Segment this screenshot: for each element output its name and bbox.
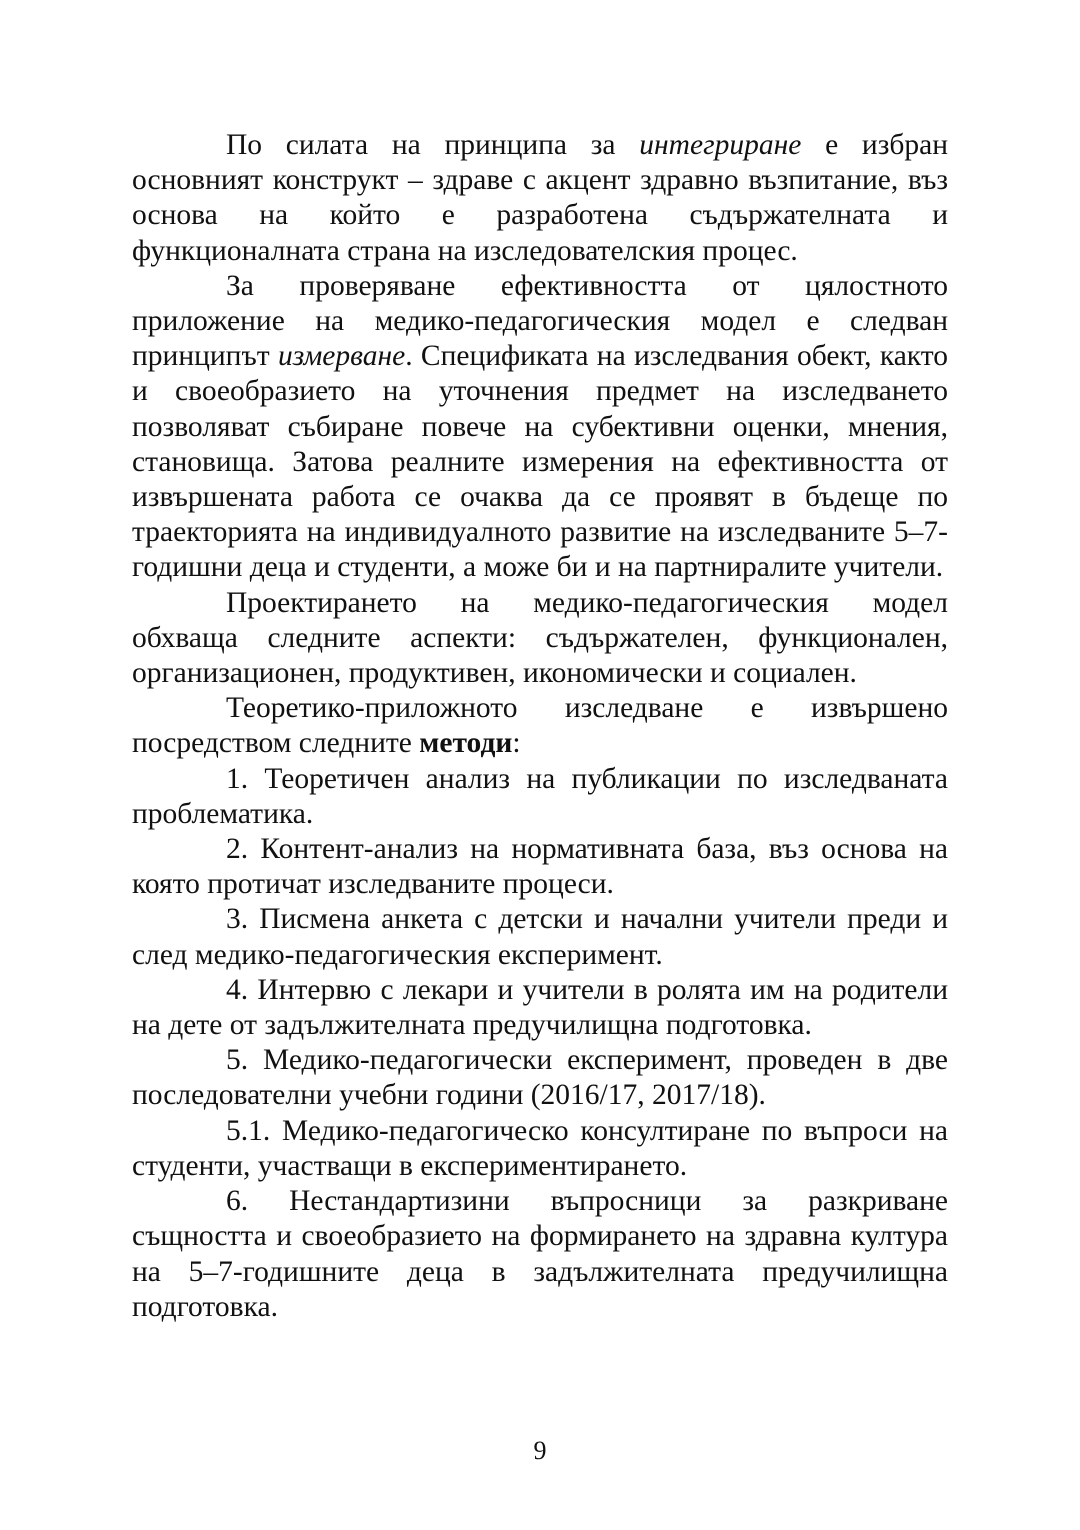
method-item: 4. Интервю с лекари и учители в ролята им на родители на дете от задължителната предучилищна подготовка. xyxy=(132,973,948,1042)
page-body xyxy=(132,128,948,1325)
method-item: 5. Медико-педагогически експеримент, проведен в две последователни учебни години (2016/17, 2017/18). xyxy=(132,1044,948,1112)
page-number: 9 xyxy=(533,1436,547,1465)
paragraph-text: е избран основният конструкт – здраве с акцент здравно възпитание, въз основа на който е разработена съдържателната и функционалната страна на изследователския процес. xyxy=(132,129,948,267)
paragraph-measurement-principle xyxy=(132,269,948,586)
bold-term: методи xyxy=(419,727,513,760)
paragraph-integration-principle xyxy=(132,128,948,269)
paragraph-text: : xyxy=(512,727,521,760)
emphasis-term: интегриране xyxy=(639,129,802,161)
paragraph-text: По силата на принципа за xyxy=(226,129,640,161)
paragraph-methods-intro xyxy=(132,691,948,761)
paragraph-text: За проверяване ефективността от цялостното приложение на медико-педагогическия модел е следван принципът xyxy=(132,269,948,373)
method-item: 6. Нестандартизини въпросници за разкриване същността и своеобразието на формирането на здравна култура на 5–7-годишните деца в задължителната предучилищна подготовка. xyxy=(132,1185,948,1323)
method-item: 5.1. Медико-педагогическо консултиране по въпроси на студенти, участващи в експериментирането. xyxy=(132,1114,948,1182)
paragraph-text: Теоретико-приложното изследване е извършено посредством следните xyxy=(132,692,948,760)
paragraph-model-aspects: Проектирането на медико-педагогическия модел обхваща следните аспекти: съдържателен, функционален, организационен, продуктивен, икономически и социален. xyxy=(132,586,948,690)
paragraph-text: . Спецификата на изследвания обект, както и своеобразието на уточнения предмет на изследването позволяват събиране повече на субективни оценки, мнения, становища. Затова реалните измерения на ефективността от извършената работа се очаква да се проявят в бъдеще по траекторията на индивидуалното развитие на изследваните 5–7-годишни деца и студенти, а може би и на партниралите учители. xyxy=(132,340,948,584)
method-item: 1. Теоретичен анализ на публикации по изследваната проблематика. xyxy=(132,762,948,830)
emphasis-term: измерване xyxy=(277,340,406,373)
method-item: 3. Писмена анкета с детски и начални учители преди и след медико-педагогическия експеримент. xyxy=(132,903,948,971)
method-item: 2. Контент-анализ на нормативната база, въз основа на която протичат изследваните процеси. xyxy=(132,833,948,901)
